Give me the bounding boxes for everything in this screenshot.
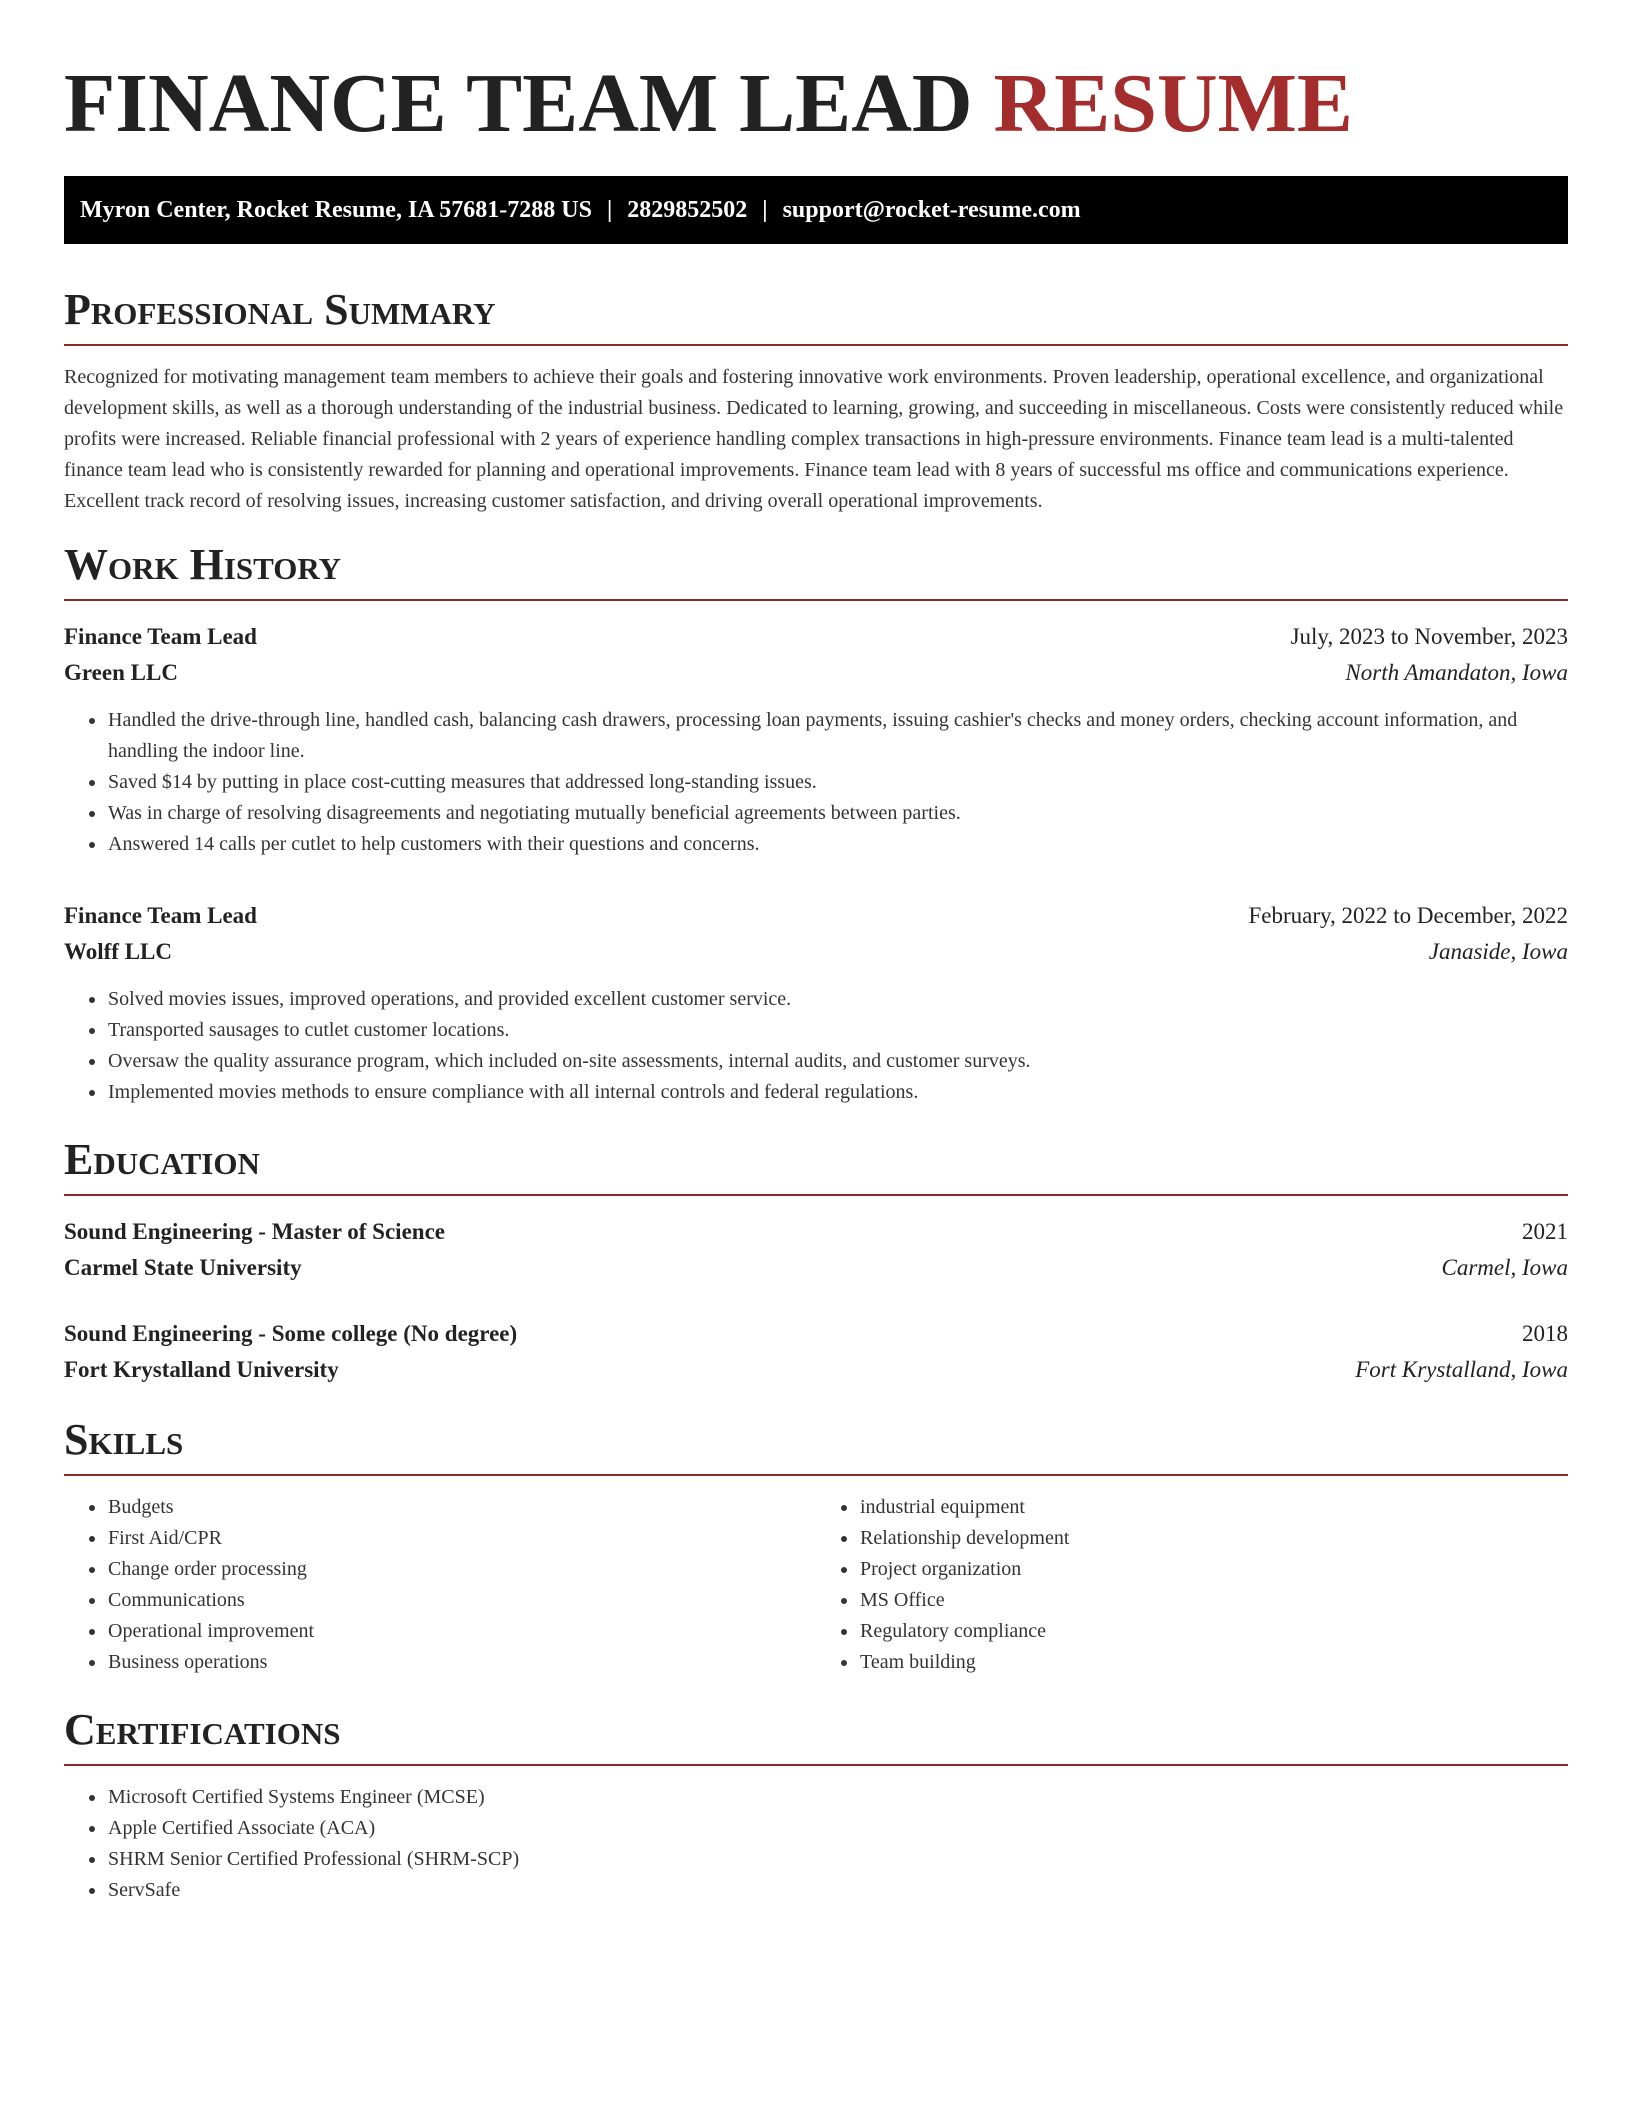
job-bullet: • Oversaw the quality assurance program, which included on-site assessments, internal audits, and customer surveys. [107,1046,1568,1077]
education-year: 2021 [1522,1219,1568,1244]
skills-heading: Skills [64,1415,184,1464]
certification-item: • ServSafe [107,1875,1568,1906]
job-location: North Amandaton, Iowa [1345,660,1568,685]
job-title: Finance Team Lead [64,903,257,928]
skill-item: • Communications [107,1585,816,1616]
job-bullet: • Answered 14 calls per cutlet to help customers with their questions and concerns. [107,829,1568,860]
title-accent: RESUME [993,57,1353,150]
certifications-heading: Certifications [64,1705,341,1754]
section-divider [64,344,1568,346]
job-company: Wolff LLC [64,939,172,964]
section-divider [64,1474,1568,1476]
skill-item: • MS Office [859,1585,1568,1616]
education-degree-row [64,1316,1568,1352]
summary-heading: Professional Summary [64,285,496,334]
job-bullets [64,984,1568,1108]
skill-item: • Team building [859,1647,1568,1678]
job-bullet: • Implemented movies methods to ensure compliance with all internal controls and federal regulations. [107,1077,1568,1108]
job-title-row [64,898,1568,934]
section-divider [64,599,1568,601]
certification-item: • SHRM Senior Certified Professional (SHRM-SCP) [107,1844,1568,1875]
work-history-heading: Work History [64,540,342,589]
contact-email: support@rocket-resume.com [782,196,1081,223]
education-school: Fort Krystalland University [64,1357,339,1382]
section-divider [64,1764,1568,1766]
skill-item: • Budgets [107,1492,816,1523]
job-dates: February, 2022 to December, 2022 [1248,903,1568,928]
certification-item: • Microsoft Certified Systems Engineer (MCSE) [107,1782,1568,1813]
skill-item: • Project organization [859,1554,1568,1585]
job-bullet: • Transported sausages to cutlet customer locations. [107,1015,1568,1046]
contact-separator: | [606,196,613,223]
job-title-row [64,619,1568,655]
job-company-row [64,655,1568,691]
skills-list-left [64,1492,816,1678]
skills-list-right [816,1492,1568,1678]
skill-item: • Business operations [107,1647,816,1678]
title-main: FINANCE TEAM LEAD [64,57,973,150]
skill-item: • Change order processing [107,1554,816,1585]
education-school-row [64,1352,1568,1388]
job-bullets [64,705,1568,860]
contact-bar [64,176,1568,244]
skills-columns [64,1492,1568,1678]
contact-separator: | [762,196,768,223]
education-location: Carmel, Iowa [1441,1255,1568,1280]
education-degree: Sound Engineering - Some college (No degree) [64,1321,518,1346]
skill-item: • First Aid/CPR [107,1523,816,1554]
certifications-list [64,1782,1568,1906]
job-bullet: • Saved $14 by putting in place cost-cutting measures that addressed long-standing issues. [107,767,1568,798]
job-company-row [64,934,1568,970]
job-entry [64,898,1568,1108]
education-entry [64,1214,1568,1286]
summary-text: Recognized for motivating management team members to achieve their goals and fostering innovative work environments. Proven leadership, operational excellence, and organizational development skills, as well as a thorough understanding of the industrial business. Dedicated to learning, growing, and succeeding in miscellaneous. Costs were consistently reduced while profits were increased. Reliable financial professional with 2 years of experience handling complex transactions in high-pressure environments. Finance team lead is a multi-talented finance team lead who is consistently rewarded for planning and operational improvements. Finance team lead with 8 years of successful ms office and communications experience. Excellent track record of resolving issues, increasing customer satisfaction, and driving overall operational improvements. [64,366,1564,512]
job-bullet: • Handled the drive-through line, handled cash, balancing cash drawers, processing loan payments, issuing cashier's checks and money orders, checking account information, and handling the indoor line. [107,705,1568,767]
job-entry [64,619,1568,860]
education-location: Fort Krystalland, Iowa [1355,1357,1568,1382]
certification-item: • Apple Certified Associate (ACA) [107,1813,1568,1844]
section-divider [64,1194,1568,1196]
education-heading: Education [64,1135,260,1184]
skill-item: • Regulatory compliance [859,1616,1568,1647]
education-degree-row [64,1214,1568,1250]
education-degree: Sound Engineering - Master of Science [64,1219,445,1244]
resume-title [64,52,1568,156]
contact-address: Myron Center, Rocket Resume, IA 57681-7288 US [80,196,592,223]
skill-item: • Operational improvement [107,1616,816,1647]
job-company: Green LLC [64,660,178,685]
skill-item: • industrial equipment [859,1492,1568,1523]
education-entry [64,1316,1568,1388]
job-location: Janaside, Iowa [1428,939,1568,964]
education-school: Carmel State University [64,1255,302,1280]
job-bullet: • Solved movies issues, improved operations, and provided excellent customer service. [107,984,1568,1015]
job-dates: July, 2023 to November, 2023 [1290,624,1568,649]
skill-item: • Relationship development [859,1523,1568,1554]
job-bullet: • Was in charge of resolving disagreements and negotiating mutually beneficial agreements between parties. [107,798,1568,829]
contact-phone: 2829852502 [627,196,748,223]
job-title: Finance Team Lead [64,624,257,649]
education-school-row [64,1250,1568,1286]
education-year: 2018 [1522,1321,1568,1346]
